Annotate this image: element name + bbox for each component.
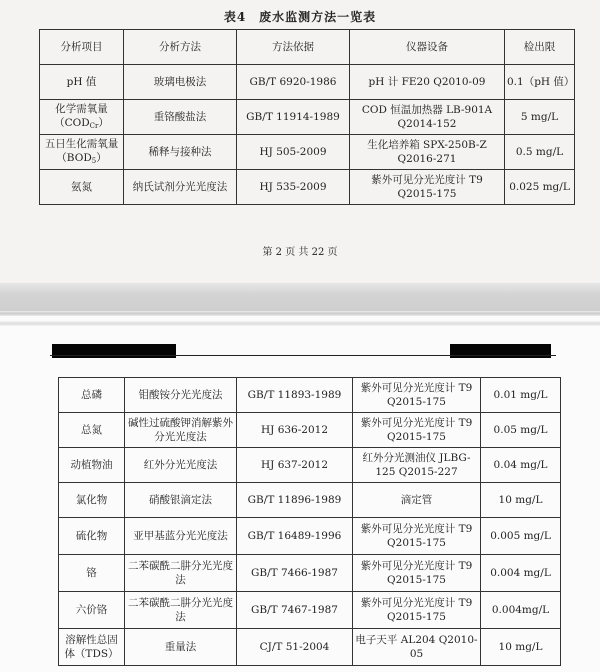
cell-limit: 0.005 mg/L	[481, 518, 561, 555]
table-row	[40, 65, 575, 100]
cell-method: 二苯碳酰二肼分光光度法	[125, 555, 237, 592]
item-label: 五日生化需氧量	[44, 137, 119, 150]
table-title: 表4 废水监测方法一览表	[223, 10, 377, 24]
document-page-1	[0, 0, 600, 283]
cell-basis: HJ 535-2009	[237, 170, 350, 205]
wastewater-methods-table-continued	[58, 377, 561, 666]
cell-limit: 0.04 mg/L	[481, 448, 561, 483]
header-cell: 分析项目	[40, 30, 124, 65]
scan-artifact	[0, 311, 600, 316]
item-subscript-label: COD	[64, 116, 90, 129]
cell-method: 红外分光光度法	[125, 448, 237, 483]
page-number: 第 2 页 共 22 页	[262, 247, 338, 258]
cell-limit: 0.01 mg/L	[481, 378, 561, 413]
cell-method: 重量法	[125, 629, 237, 666]
cell-limit: 0.004 mg/L	[481, 555, 561, 592]
cell-method: 钼酸铵分光光度法	[125, 378, 237, 413]
item-label: 化学需氧量	[55, 102, 108, 115]
table-row	[40, 100, 575, 135]
cell-limit: 0.025 mg/L	[505, 170, 575, 205]
cell-item: 动植物油	[59, 448, 125, 483]
cell-method: 重铬酸盐法	[124, 100, 237, 135]
cell-basis: GB/T 11893-1989	[237, 378, 353, 413]
table-row	[59, 483, 561, 518]
cell-limit: 10 mg/L	[481, 629, 561, 666]
cell-item: pH 值	[40, 65, 124, 100]
table-row	[59, 413, 561, 448]
cell-item: 氨氮	[40, 170, 124, 205]
cell-limit: 10 mg/L	[481, 483, 561, 518]
cell-basis: GB/T 7466-1987	[237, 555, 353, 592]
header-cell: 仪器设备	[350, 30, 505, 65]
cell-instrument: 紫外可见分光光度计 T9 Q2015-175	[353, 555, 481, 592]
header-cell: 检出限	[505, 30, 575, 65]
cell-item: 铬	[59, 555, 125, 592]
cell-limit: 0.05 mg/L	[481, 413, 561, 448]
cell-limit: 5 mg/L	[505, 100, 575, 135]
cell-instrument: 紫外可见分光光度计 T9 Q2015-175	[353, 592, 481, 629]
cell-basis: CJ/T 51-2004	[237, 629, 353, 666]
cell-method: 硝酸银滴定法	[125, 483, 237, 518]
cell-instrument: pH 计 FE20 Q2010-09	[350, 65, 505, 100]
table-row	[59, 555, 561, 592]
cell-method: 稀释与接种法	[124, 135, 237, 170]
cell-limit: 0.5 mg/L	[505, 135, 575, 170]
header-rule	[50, 355, 556, 356]
cell-item: 五日生化需氧量 $(BOD_5)$	[40, 135, 124, 170]
header-cell: 方法依据	[237, 30, 350, 65]
cell-item: 总氮	[59, 413, 125, 448]
cell-basis: HJ 636-2012	[237, 413, 353, 448]
cell-basis: GB/T 6920-1986	[237, 65, 350, 100]
table-row	[59, 629, 561, 666]
cell-basis: GB/T 11896-1989	[237, 483, 353, 518]
cell-method: 纳氏试剂分光光度法	[124, 170, 237, 205]
cell-basis: GB/T 11914-1989	[237, 100, 350, 135]
cell-limit: 0.004mg/L	[481, 592, 561, 629]
cell-item: 氯化物	[59, 483, 125, 518]
cell-instrument: 滴定管	[353, 483, 481, 518]
item-subscript-label: BOD	[66, 151, 92, 164]
cell-basis: GB/T 7467-1987	[237, 592, 353, 629]
cell-instrument: 紫外可见分光光度计 T9 Q2015-175	[353, 378, 481, 413]
cell-instrument: 生化培养箱 SPX-250B-Z Q2016-271	[350, 135, 505, 170]
subscript-cr: Cr	[89, 121, 99, 130]
cell-instrument: COD 恒温加热器 LB-901A Q2014-152	[350, 100, 505, 135]
table-row	[40, 135, 575, 170]
cell-method: 碱性过硫酸钾消解紫外分光光度法	[125, 413, 237, 448]
table-row	[40, 170, 575, 205]
cell-item: 化学需氧量 $(COD_{Cr})$	[40, 100, 124, 135]
document-page-2	[0, 311, 600, 672]
cell-basis: GB/T 16489-1996	[237, 518, 353, 555]
table-header-row	[40, 30, 575, 65]
cell-basis: HJ 505-2009	[237, 135, 350, 170]
cell-item: 硫化物	[59, 518, 125, 555]
header-cell: 分析方法	[124, 30, 237, 65]
cell-method: 玻璃电极法	[124, 65, 237, 100]
cell-item: 总磷	[59, 378, 125, 413]
page-separator	[0, 283, 600, 311]
cell-instrument: 紫外可见分光光度计 T9 Q2015-175	[353, 413, 481, 448]
cell-item: 溶解性总固体（TDS）	[59, 629, 125, 666]
cell-instrument: 红外分光测油仪 JLBG-125 Q2015-227	[353, 448, 481, 483]
cell-instrument: 电子天平 AL204 Q2010-05	[353, 629, 481, 666]
table-row	[59, 378, 561, 413]
cell-limit: 0.1（pH 值）	[505, 65, 575, 100]
subscript-5: 5	[91, 156, 97, 165]
table-row	[59, 518, 561, 555]
cell-item: 六价铬	[59, 592, 125, 629]
cell-method: 亚甲基蓝分光光度法	[125, 518, 237, 555]
cell-instrument: 紫外可见分光光度计 T9 Q2015-175	[353, 518, 481, 555]
cell-instrument: 紫外可见分光光度计 T9 Q2015-175	[350, 170, 505, 205]
wastewater-methods-table	[39, 29, 575, 205]
scan-artifact	[0, 321, 600, 326]
table-row	[59, 592, 561, 629]
cell-basis: HJ 637-2012	[237, 448, 353, 483]
cell-method: 二苯碳酰二肼分光光度法	[125, 592, 237, 629]
table-row	[59, 448, 561, 483]
